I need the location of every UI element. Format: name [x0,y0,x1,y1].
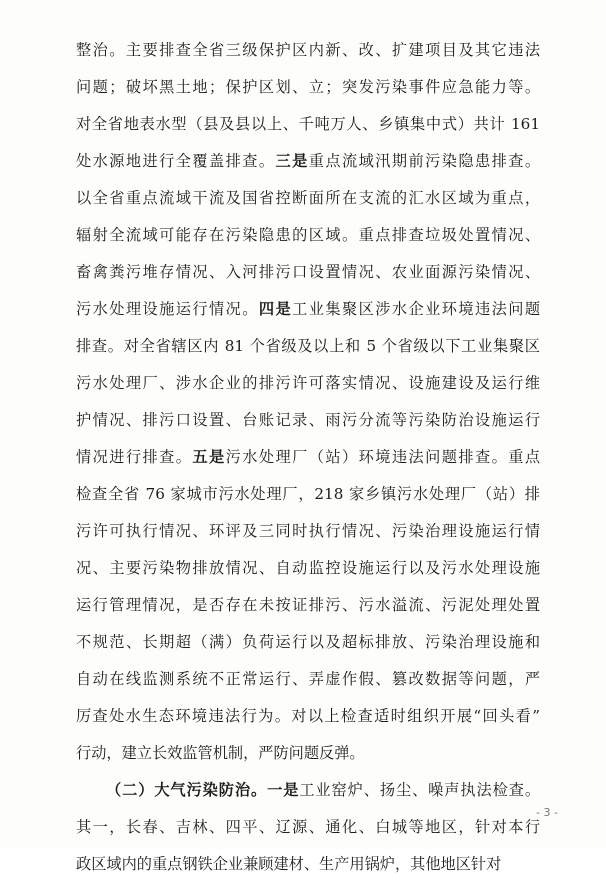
text-segment: 工业窑炉、扬尘、噪声执法检查。 [299,781,540,799]
text-segment: 畜禽粪污堆存情况、入河排污口设置情况、农业面源污染情况、 [76,263,540,281]
text-line [76,439,540,476]
text-segment: 污许可执行情况、环评及三同时执行情况、污染治理设施运行情 [76,522,540,540]
bold-text-segment: 五是 [192,448,226,466]
bold-text-segment: 三是 [275,152,309,170]
page-number: - 3 - [536,806,558,819]
text-segment: 行动，建立长效监管机制，严防问题反弹。 [76,744,365,762]
text-segment: 排查。对全省辖区内 81 个省级及以上和 5 个省级以下工业集聚区 [76,337,540,355]
text-segment: 运行管理情况，是否存在未按证排污、污水溢流、污泥处理处置 [76,596,540,614]
text-segment: 污水处理设施运行情况。 [76,300,259,318]
text-line [76,365,540,402]
text-line [76,291,540,328]
text-segment: 以全省重点流域干流及国省控断面所在支流的汇水区域为重点， [76,189,540,207]
text-line [76,698,540,735]
text-line [76,69,540,106]
text-line [76,328,540,365]
text-segment: 污水处理厂、涉水企业的排污许可落实情况、设施建设及运行维 [76,374,540,392]
text-segment: 政区域内的重点钢铁企业兼顾建材、生产用锅炉，其他地区针对 [76,855,502,873]
text-line [76,735,540,772]
text-segment: 不规范、长期超（满）负荷运行以及超标排放、污染治理设施和 [76,633,540,651]
text-line [76,846,540,883]
text-line [76,402,540,439]
text-segment: 重点流域汛期前污染隐患排查。 [308,152,540,170]
text-line [76,217,540,254]
text-line [76,661,540,698]
text-segment: 工业集聚区涉水企业环境违法问题 [292,300,540,318]
text-line [76,254,540,291]
text-line [76,180,540,217]
text-segment: 处水源地进行全覆盖排查。 [76,152,276,170]
bold-text-segment: 一是 [267,781,300,799]
text-line [76,143,540,180]
text-line [76,772,540,809]
text-line [76,809,540,846]
text-segment: 辐射全流域可能存在污染隐患的区域。重点排查垃圾处置情况、 [76,226,540,244]
text-segment: 检查全省 76 家城市污水处理厂，218 家乡镇污水处理厂（站）排 [76,485,540,503]
text-segment: 问题；破坏黑土地；保护区划、立；突发污染事件应急能力等。 [76,78,540,96]
text-segment: 污水处理厂（站）环境违法问题排查。重点 [225,448,540,466]
text-segment: 况、主要污染物排放情况、自动监控设施运行以及污水处理设施 [76,559,540,577]
text-line [76,476,540,513]
text-segment: 厉查处水生态环境违法行为。对以上检查适时组织开展“回头看” [76,707,540,725]
text-line [76,587,540,624]
text-segment: 其一，长春、吉林、四平、辽源、通化、白城等地区，针对本行 [76,818,540,836]
bold-text-segment: 四是 [258,300,293,318]
text-line [76,106,540,143]
text-segment: 自动在线监测系统不正常运行、弄虚作假、篡改数据等问题，严 [76,670,540,688]
text-line [76,550,540,587]
text-segment: 整治。主要排查全省三级保护区内新、改、扩建项目及其它违法 [76,41,540,59]
text-segment: 护情况、排污口设置、台账记录、雨污分流等污染防治设施运行 [76,411,540,429]
text-line [76,513,540,550]
text-line [76,624,540,661]
bold-text-segment: （二）大气污染防治。 [106,781,268,799]
text-segment: 情况进行排查。 [76,448,193,466]
body-text [76,32,540,883]
text-line [76,32,540,69]
text-segment: 对全省地表水型（县及县以上、千吨万人、乡镇集中式）共计 161 [76,115,540,133]
